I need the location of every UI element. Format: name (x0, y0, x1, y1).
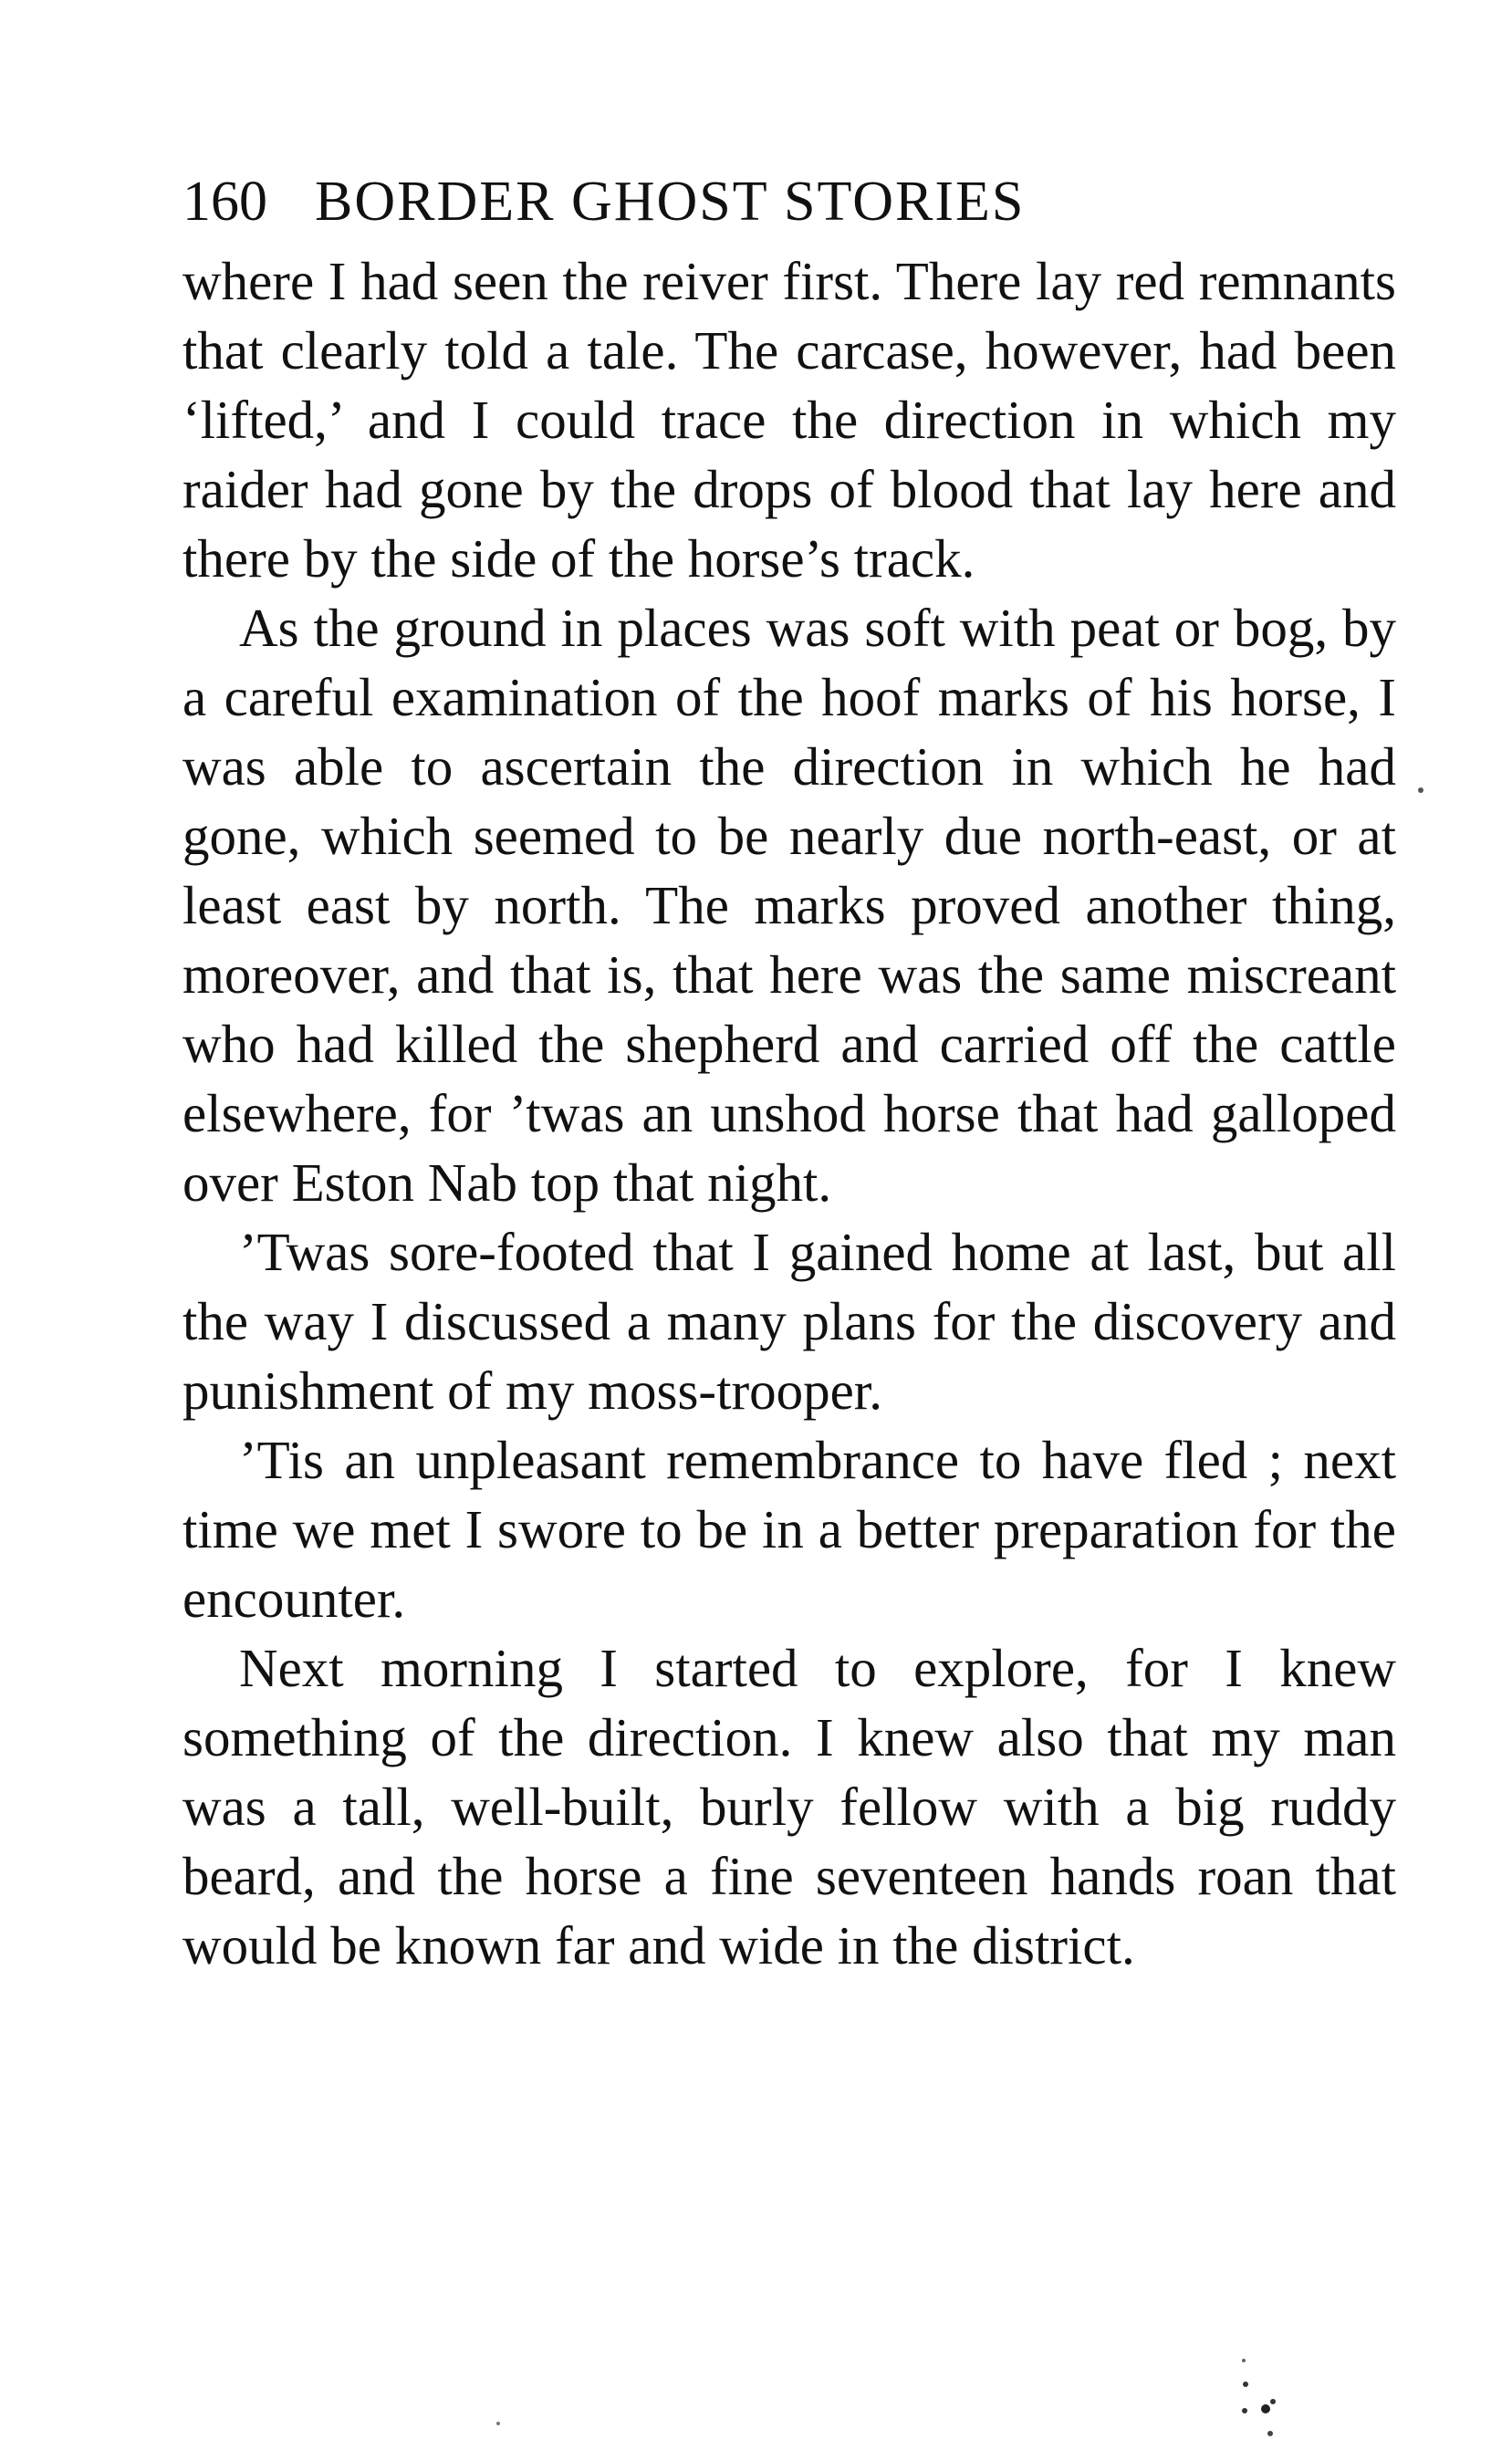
running-title: BORDER GHOST STORIES (315, 171, 1026, 233)
book-page (182, 162, 1396, 1980)
speck-mark (1243, 2382, 1248, 2387)
speck-mark (496, 2422, 500, 2425)
running-head (182, 162, 1396, 241)
paragraph-5: Next morning I started to explore, for I knew something of the direction. I knew also that my man was a tall, well-built, burly fellow with a big ruddy beard, and the horse a fine seventeen hands roan that would be known far and wide in the district. (182, 1638, 1396, 1975)
speck-mark (1270, 2399, 1276, 2404)
page-number: 160 (182, 171, 267, 233)
speck-mark (1242, 2408, 1247, 2413)
speck-mark (1261, 2404, 1270, 2413)
speck-mark (1267, 2431, 1273, 2436)
paragraph-2: As the ground in places was soft with peat or bog, by a careful examination of the hoof marks of his horse, I was able to ascertain the direction in which he had gone, which seemed to be nearly due north-east, or at least east by north. The marks proved another thing, moreover, and that is, that here was the same miscreant who had killed the shepherd and carried off the cattle elsewhere, for ’twas an unshod horse that had galloped over Eston Nab top that night. (182, 598, 1396, 1213)
body-text (182, 246, 1396, 1980)
paragraph-4: ’Tis an unpleasant remembrance to have fled ; next time we met I swore to be in a better preparation for the encounter. (182, 1430, 1396, 1629)
paragraph-3: ’Twas sore-footed that I gained home at last, but all the way I discussed a many plans for the discovery and punishment of my moss-trooper. (182, 1222, 1396, 1421)
speck-mark (1242, 2359, 1246, 2362)
speck-mark (1418, 787, 1423, 793)
paragraph-1: where I had seen the reiver first. There lay red remnants that clearly told a tale. The carcase, however, had been ‘lifted,’ and I could trace the direction in which my raider had gone by the drops of blood that lay here and there by the side of the horse’s track. (182, 251, 1396, 589)
